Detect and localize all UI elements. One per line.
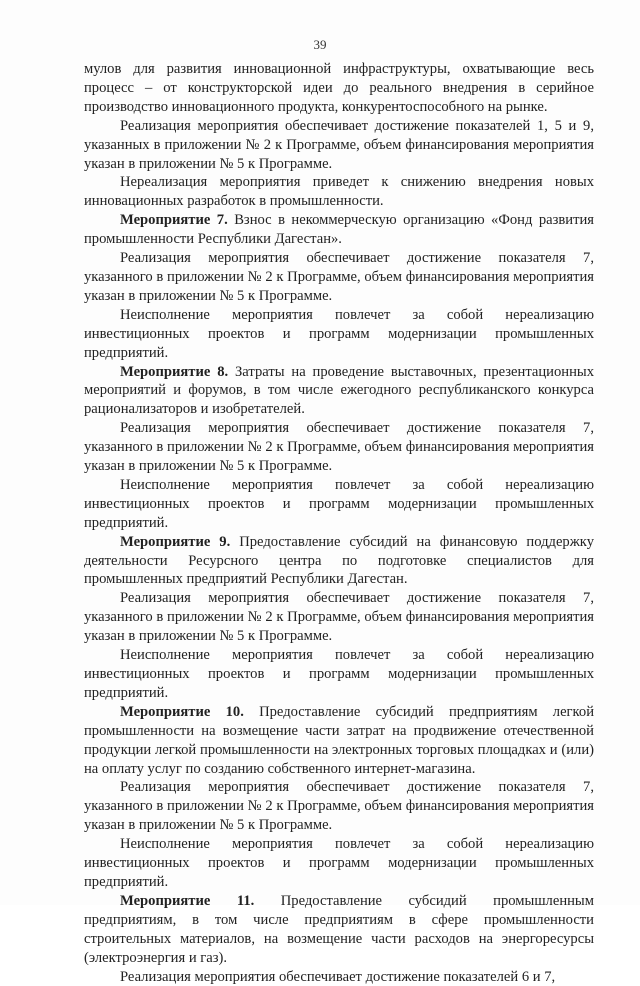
paragraph-measure-11 xyxy=(84,892,594,968)
paragraph-text: Предоставление субсидий промышленным предприятиям, в том числе предприятиям в сфере промышленности строительных материалов, на возмещение части расходов на энергоресурсы (электроэнергия и газ). xyxy=(84,893,594,966)
paragraph-text: Реализация мероприятия обеспечивает достижение показателя 7, указанного в приложении № 2 к Программе, объем финансирования мероприятия указан в приложении № 5 к Программе. xyxy=(84,590,594,644)
paragraph xyxy=(84,778,594,835)
measure-heading: Мероприятие 8. xyxy=(120,364,228,380)
paragraph xyxy=(84,117,594,174)
paragraph-text: Взнос в некоммерческую организацию «Фонд развития промышленности Республики Дагестан». xyxy=(84,212,594,247)
paragraph xyxy=(84,173,594,211)
measure-heading: Мероприятие 9. xyxy=(120,534,230,550)
paragraph-text: Неисполнение мероприятия повлечет за собой нереализацию инвестиционных проектов и программ модернизации промышленных предприятий. xyxy=(84,477,594,531)
paragraph-measure-8 xyxy=(84,363,594,420)
paragraph-text: Нереализация мероприятия приведет к снижению внедрения новых инновационных разработок в промышленности. xyxy=(84,174,594,209)
paragraph-measure-9 xyxy=(84,533,594,590)
paragraph xyxy=(84,476,594,533)
paragraph xyxy=(84,306,594,363)
paragraph-text: Предоставление субсидий на финансовую поддержку деятельности Ресурсного центра по подготовке специалистов для промышленных предприятий Республики Дагестан. xyxy=(84,534,594,588)
paragraph xyxy=(84,646,594,703)
paragraph-text: мулов для развития инновационной инфраструктуры, охватывающие весь процесс – от конструкторской идеи до реального внедрения в серийное производство инновационного продукта, конкурентоспособного на рынке. xyxy=(84,61,594,115)
measure-heading: Мероприятие 7. xyxy=(120,212,228,228)
document-body xyxy=(84,60,594,986)
paragraph-measure-7 xyxy=(84,211,594,249)
paragraph-text: Неисполнение мероприятия повлечет за собой нереализацию инвестиционных проектов и программ модернизации промышленных предприятий. xyxy=(84,307,594,361)
paragraph xyxy=(84,60,594,117)
paragraph xyxy=(84,589,594,646)
measure-heading: Мероприятие 10. xyxy=(120,704,244,720)
paragraph-text: Реализация мероприятия обеспечивает достижение показателей 6 и 7, xyxy=(120,969,555,985)
paragraph-text: Реализация мероприятия обеспечивает достижение показателя 7, указанного в приложении № 2 к Программе, объем финансирования мероприятия указан в приложении № 5 к Программе. xyxy=(84,250,594,304)
paragraph xyxy=(84,419,594,476)
paragraph-text: Реализация мероприятия обеспечивает достижение показателя 7, указанного в приложении № 2 к Программе, объем финансирования мероприятия указан в приложении № 5 к Программе. xyxy=(84,420,594,474)
paragraph-text: Неисполнение мероприятия повлечет за собой нереализацию инвестиционных проектов и программ модернизации промышленных предприятий. xyxy=(84,836,594,890)
paragraph-text: Реализация мероприятия обеспечивает достижение показателей 1, 5 и 9, указанных в приложении № 2 к Программе, объем финансирования мероприятия указан в приложении № 5 к Программе. xyxy=(84,118,594,172)
paragraph-text: Реализация мероприятия обеспечивает достижение показателя 7, указанного в приложении № 2 к Программе, объем финансирования мероприятия указан в приложении № 5 к Программе. xyxy=(84,779,594,833)
paragraph xyxy=(84,968,594,986)
measure-heading: Мероприятие 11. xyxy=(120,893,254,909)
paragraph-text: Затраты на проведение выставочных, презентационных мероприятий и форумов, в том числе ежегодного республиканского конкурса рационализаторов и изобретателей. xyxy=(84,364,594,418)
paragraph-text: Неисполнение мероприятия повлечет за собой нереализацию инвестиционных проектов и программ модернизации промышленных предприятий. xyxy=(84,647,594,701)
paragraph xyxy=(84,835,594,892)
paragraph-text: Предоставление субсидий предприятиям легкой промышленности на возмещение части затрат на продвижение отечественной продукции легкой промышленности на электронных торговых площадках и (или) на оплату услуг по созданию собственного интернет-магазина. xyxy=(84,704,594,777)
paragraph-measure-10 xyxy=(84,703,594,779)
page-number: 39 xyxy=(0,37,640,52)
paragraph xyxy=(84,249,594,306)
